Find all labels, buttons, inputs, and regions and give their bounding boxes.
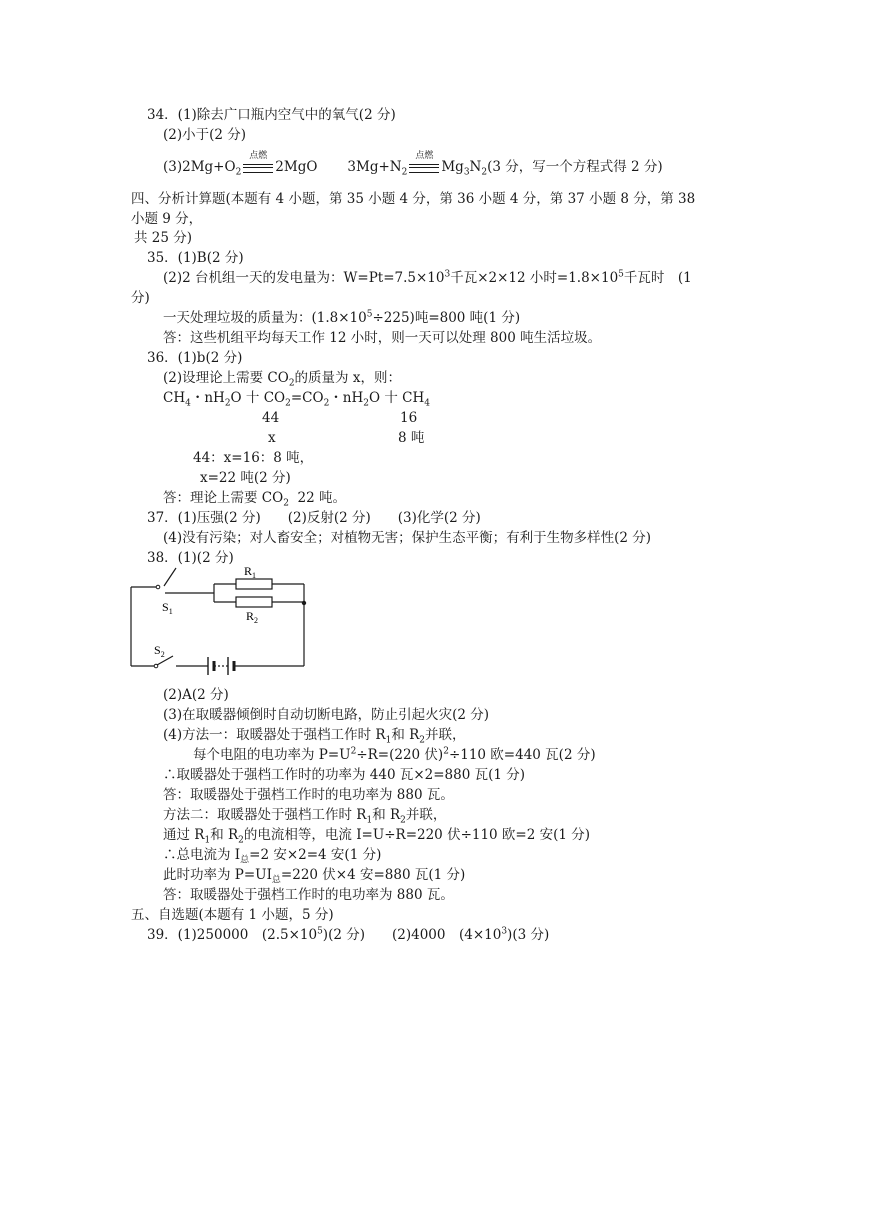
q38-p4-c: 并联，: [425, 727, 466, 743]
q38-p8-c: 并联，: [405, 807, 447, 823]
q39-b: )(2 分) (2)4000 (4×10: [322, 927, 502, 943]
q34-part2: (2)小于(2 分): [163, 127, 247, 143]
q38-part3: (3)在取暖器倾倒时自动切断电路，防止引起火灾(2 分): [163, 707, 490, 723]
resistor-r1: [236, 579, 272, 589]
q38-p4-s1: 1: [385, 735, 392, 746]
q35-part2-text-c: 千瓦时 (1: [623, 270, 692, 286]
q38-p8-b: 和 R: [372, 807, 401, 823]
q35-part2-wrap: 分): [131, 290, 150, 306]
q38-power-each: [193, 746, 596, 764]
q35-part3-text-b: ÷225)吨=800 吨(1 分): [372, 310, 521, 326]
q37-part1: 37．(1)压强(2 分) (2)反射(2 分) (3)化学(2 分): [147, 510, 481, 526]
q38-p11-sub: 总: [271, 875, 281, 886]
q36-eq-f: O 十 CH: [369, 390, 425, 406]
q38-p9-c: 的电流相等，电流 I=U÷R=220 伏÷110 欧=2 安(1 分): [243, 827, 591, 843]
eq1-condition: 点燃: [249, 151, 268, 161]
q38-p5-a: 每个电阻的电功率为 P=U: [193, 747, 351, 763]
eq2-left: 3Mg+N: [347, 159, 402, 175]
q38-answer-1: 答：取暖器处于强档工作时的电功率为 880 瓦。: [163, 787, 454, 803]
q38-total-current: [163, 846, 381, 864]
label-s2: $S_2$: [154, 643, 165, 659]
q36-eq-c: O 十 CO: [230, 390, 286, 406]
q38-p9-b: 和 R: [210, 827, 239, 843]
eq2-sub2: 2: [481, 167, 488, 178]
q36-eq-s6: 4: [424, 398, 430, 409]
q36-ratio: 44：x=16：8 吨，: [193, 450, 314, 466]
q36-equation: [163, 389, 430, 407]
q35-part3-text-a: 一天处理垃圾的质量为：(1.8×10: [163, 310, 367, 326]
q38-p9-s2: 2: [238, 835, 244, 846]
q36-part2-sub: 2: [288, 378, 295, 389]
q35-part2-text-b: 千瓦×2×12 小时=1.8×10: [450, 270, 619, 286]
circuit-diagram: [126, 560, 316, 676]
q38-p5-c: ÷110 欧=440 瓦(2 分): [448, 747, 596, 763]
q36-molar-mass-co2: 44: [262, 410, 280, 426]
q36-part2: [163, 369, 401, 387]
q38-p10-sub: 总: [240, 855, 250, 866]
switch-s1-blade: [164, 568, 176, 586]
eq2-left-sub: 2: [401, 167, 408, 178]
q39-answers: [147, 926, 549, 944]
q35-part1: 35．(1)B(2 分): [147, 250, 244, 266]
resistor-r2: [236, 597, 272, 607]
q36-answer: [163, 489, 346, 507]
q38-total-power-2: [163, 866, 465, 884]
q36-known-mass: 8 吨: [398, 430, 425, 446]
section5-heading: 五、自选题(本题有 1 小题，5 分): [131, 907, 334, 923]
q34-part1: 34．(1)除去广口瓶内空气中的氧气(2 分): [147, 107, 396, 123]
section4-heading-cont: 小题 9 分，: [131, 211, 203, 227]
q36-eq-s3: 2: [285, 398, 291, 409]
q36-unknown-x: x: [268, 430, 276, 446]
q35-part3-sup: 5: [366, 309, 373, 320]
eq1-right: 2MgO: [275, 159, 318, 175]
q38-answer-2: 答：取暖器处于强档工作时的电功率为 880 瓦。: [163, 887, 454, 903]
eq1-condition-arrow: [241, 151, 275, 176]
q36-eq-e: ・nH: [329, 390, 364, 406]
q34-part3-equations: [163, 151, 663, 178]
q34-part3-prefix: (3): [163, 159, 183, 175]
q38-p9-a: 通过 R: [163, 827, 205, 843]
eq2-right: Mg: [441, 159, 464, 175]
eq1-left-sub: 2: [235, 167, 242, 178]
q38-part4-method1: [163, 726, 466, 744]
section4-heading: 四、分析计算题(本题有 4 小题，第 35 小题 4 分，第 36 小题 4 分，第 37 小题 8 分，第 38: [131, 191, 696, 207]
q36-part1: 36．(1)b(2 分): [147, 350, 243, 366]
q38-p5-sup1: 2: [350, 746, 357, 757]
q36-part2-text-b: 的质量为 x，则：: [294, 370, 401, 386]
q38-current: [163, 826, 590, 844]
q37-part2: (4)没有污染；对人畜安全；对植物无害；保护生态平衡；有利于生物多样性(2 分): [163, 530, 652, 546]
q35-answer: 答：这些机组平均每天工作 12 小时，则一天可以处理 800 吨生活垃圾。: [163, 330, 602, 346]
q36-result: x=22 吨(2 分): [200, 470, 291, 486]
q38-part1: 38．(1)(2 分): [147, 550, 234, 566]
q39-sup1: 5: [317, 926, 323, 937]
q39-a: 39．(1)250000 (2.5×10: [147, 927, 318, 943]
q35-part3: [163, 309, 520, 327]
switch-s2-blade: [157, 656, 173, 665]
q38-p5-sup2: 2: [443, 746, 449, 757]
q38-p11-b: =220 伏×4 安=880 瓦(1 分): [280, 867, 466, 883]
q36-eq-b: ・nH: [190, 390, 225, 406]
q38-p11-a: 此时功率为 P=UI: [163, 867, 272, 883]
eq2-mid: N: [469, 159, 482, 175]
q35-part2-sup2: 5: [618, 269, 624, 280]
q36-eq-s5: 2: [363, 398, 369, 409]
q38-method2: [163, 806, 446, 824]
q38-p5-b: ÷R=(220 伏): [356, 747, 444, 763]
q38-p10-a: ∴总电流为 I: [163, 847, 241, 863]
q35-part2: [163, 269, 692, 287]
q38-p10-b: =2 安×2=4 安(1 分): [249, 847, 382, 863]
eq2-sub1: 3: [463, 167, 470, 178]
switch-s1-contact: [156, 585, 160, 589]
q38-total-power-1: ∴取暖器处于强档工作时的功率为 440 瓦×2=880 瓦(1 分): [163, 767, 526, 783]
label-s1: $S_1$: [162, 600, 173, 616]
q38-p4-s2: 2: [419, 735, 426, 746]
eq1-left: 2Mg+O: [182, 159, 236, 175]
q38-p9-s1: 1: [204, 835, 211, 846]
q39-c: )(3 分): [507, 927, 550, 943]
q38-p4-b: 和 R: [391, 727, 420, 743]
eq2-condition: 点燃: [415, 151, 434, 161]
q35-part2-text-a: (2)2 台机组一天的发电量为：W=Pt=7.5×10: [163, 270, 445, 286]
section4-heading-total: 共 25 分): [134, 230, 193, 246]
q39-sup2: 3: [501, 926, 508, 937]
label-r2: $R_2$: [246, 609, 259, 625]
q38-p8-a: 方法二：取暖器处于强档工作时 R: [163, 807, 367, 823]
q36-eq-s1: 4: [185, 398, 191, 409]
q38-p8-s2: 2: [400, 815, 406, 826]
q36-answer-text-a: 答：理论上需要 CO: [163, 490, 284, 506]
q34-part3-suffix: (3 分，写一个方程式得 2 分): [487, 159, 663, 175]
q36-eq-d: =CO: [290, 390, 324, 406]
q36-eq-s4: 2: [323, 398, 330, 409]
label-r1: $R_1$: [244, 564, 257, 580]
q38-p4-a: (4)方法一：取暖器处于强档工作时 R: [163, 727, 386, 743]
q36-molar-mass-ch4: 16: [400, 410, 418, 426]
q38-part2: (2)A(2 分): [163, 687, 229, 703]
q36-part2-text-a: (2)设理论上需要 CO: [163, 370, 289, 386]
q36-answer-text-b: 22 吨。: [288, 490, 346, 506]
q36-eq-s2: 2: [224, 398, 231, 409]
junction-node: [302, 601, 306, 605]
q36-answer-sub: 2: [283, 498, 289, 509]
q38-p8-s1: 1: [366, 815, 373, 826]
eq2-condition-arrow: [407, 151, 441, 176]
q35-part2-sup1: 3: [444, 269, 451, 280]
q36-eq-a: CH: [163, 390, 186, 406]
